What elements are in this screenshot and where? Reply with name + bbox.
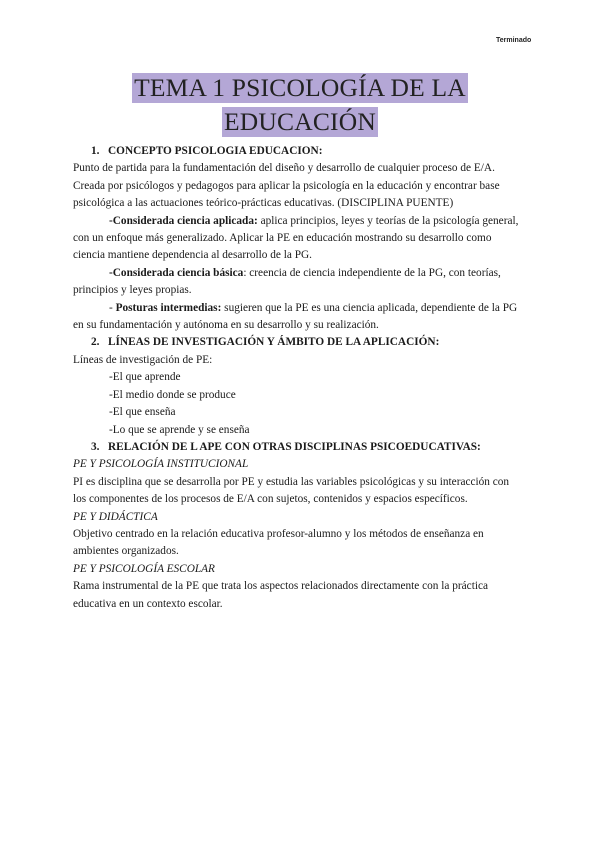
subheading-didactics: PE Y DIDÁCTICA (73, 510, 158, 523)
intermediate-positions-text: sugieren que la PE es una ciencia aplicada, dependiente de la PG en su fundamentación y autónoma en su desarrollo y su realización. (73, 301, 518, 332)
basic-science-label: -Considerada ciencia básica (109, 266, 244, 279)
subheading-institutional: PE Y PSICOLOGÍA INSTITUCIONAL (73, 458, 249, 471)
section-1-paragraph-1: Punto de partida para la fundamentación del diseño y desarrollo de cualquier proceso de E/A. (73, 162, 495, 175)
list-item: -El que aprende (109, 371, 181, 384)
section-1-heading: 1. CONCEPTO PSICOLOGIA EDUCACION: (91, 145, 323, 157)
school-psychology-text: Rama instrumental de la PE que trata los aspectos relacionados directamente con la práctica educativa en un contexto escolar. (73, 580, 488, 610)
list-item: -El medio donde se produce (109, 388, 236, 401)
status-label: Terminado (496, 37, 532, 44)
applied-science-label: -Considerada ciencia aplicada: (109, 214, 258, 227)
page-title (0, 73, 600, 137)
section-2-heading: 2. LÍNEAS DE INVESTIGACIÓN Y ÁMBITO DE LA APLICACIÓN: (91, 336, 440, 349)
institutional-text: PI es disciplina que se desarrolla por PE y estudia las variables psicológicas y su interacción con los componentes de los procesos de E/A con sujetos, contenidos y espacios específicos. (73, 475, 510, 506)
list-item: -Lo que se aprende y se enseña (109, 423, 250, 436)
intermediate-positions-label: Posturas intermedias: (115, 301, 222, 314)
didactics-text: Objetivo centrado en la relación educativa profesor-alumno y los métodos de enseñanza en ambientes organizados. (73, 527, 484, 558)
applied-science-paragraph (73, 213, 523, 265)
title-line-2: EDUCACIÓN (224, 107, 376, 136)
basic-science-text: : creencia de ciencia independiente de la PG, con teorías, principios y leyes propias. (73, 266, 501, 297)
section-1-paragraph-2: Creada por psicólogos y pedagogos para aplicar la psicología en la educación y encontrar base psicológica a las actuaciones teórico-prácticas educativas. (DISCIPLINA PUENTE) (73, 179, 500, 210)
section-2-intro: Líneas de investigación de PE: (73, 353, 213, 366)
document-body (73, 143, 523, 613)
applied-science-text: aplica principios, leyes y teorías de la psicología general, con un enfoque más generalizado. Aplicar la PE en educación mostrando su desarrollo como ciencia mantiene dependencia al desarrollo de la PG. (73, 214, 519, 262)
list-item: -El que enseña (109, 406, 176, 419)
intermediate-positions-paragraph: - Posturas intermedias: sugieren que la PE es una ciencia aplicada, dependiente de la PG en su fundamentación y autónoma en su desarrollo y su realización. (73, 301, 518, 332)
title-line-1: TEMA 1 PSICOLOGÍA DE LA (134, 73, 466, 102)
basic-science-paragraph (73, 265, 523, 300)
subheading-school-psychology: PE Y PSICOLOGÍA ESCOLAR (73, 562, 215, 575)
section-3-heading: 3. RELACIÓN DE L APE CON OTRAS DISCIPLINAS PSICOEDUCATIVAS: (91, 440, 481, 453)
